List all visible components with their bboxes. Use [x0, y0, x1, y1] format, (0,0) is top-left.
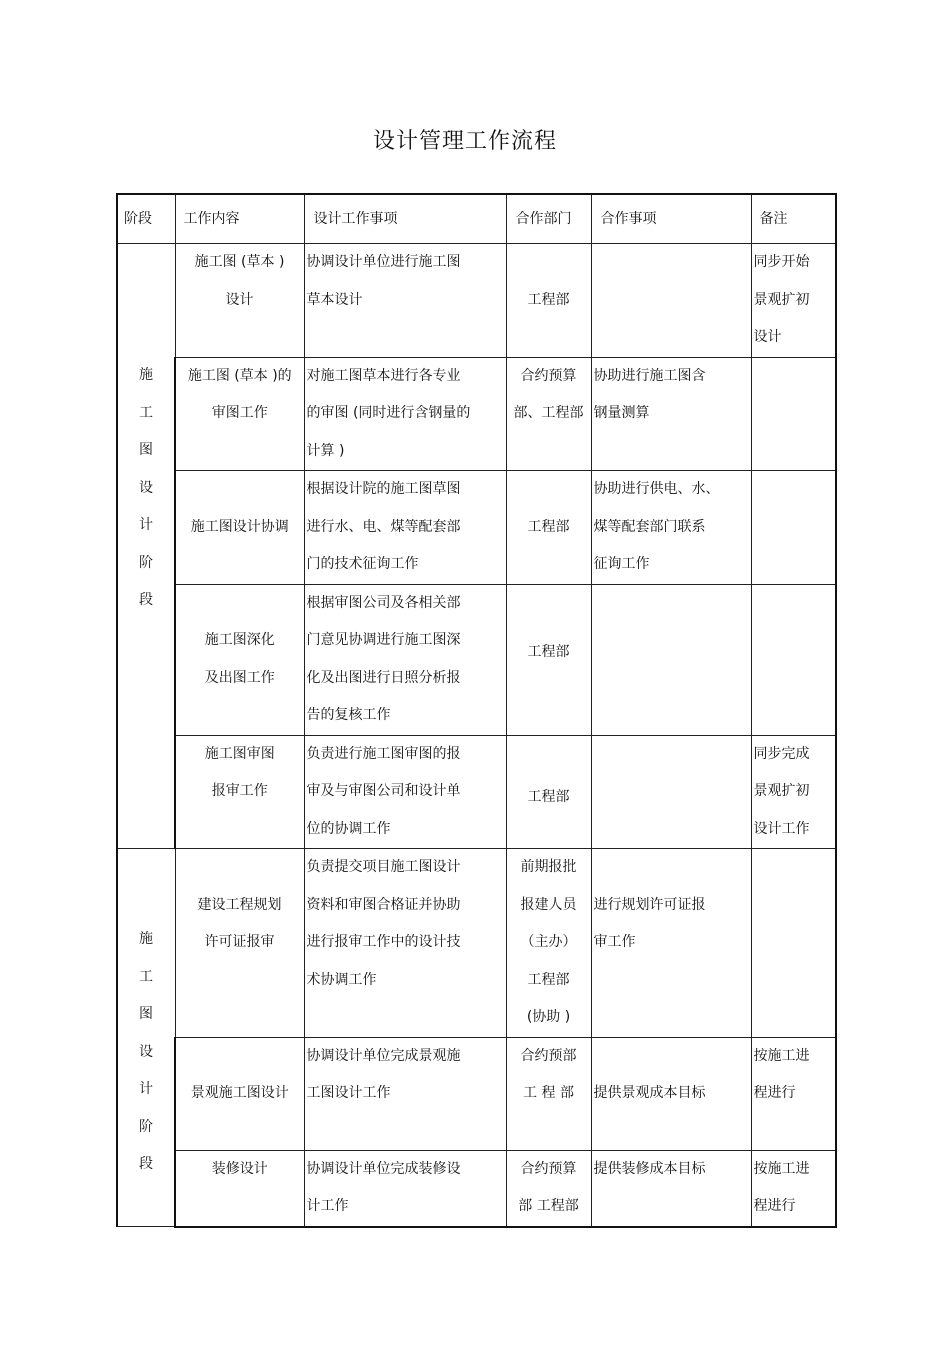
work-content-cell: 装修设计: [175, 1150, 304, 1227]
remark-cell: 同步开始 景观扩初 设计: [751, 244, 836, 358]
coop-dept-cell: 合约预算 部、工程部: [506, 357, 591, 471]
table-row: [117, 1150, 836, 1227]
stage-label: 施 工 图 设 计 阶 段: [138, 931, 153, 1172]
process-table: [116, 193, 837, 1228]
remark-cell: [751, 471, 836, 585]
table-row: [117, 244, 836, 358]
coop-matter-cell: 提供景观成本目标: [591, 1037, 751, 1150]
stage-label: 施 工 图 设 计 阶 段: [138, 367, 153, 608]
remark-cell: 按施工进 程进行: [751, 1037, 836, 1150]
design-matter-cell: 协调设计单位完成景观施 工图设计工作: [304, 1037, 506, 1150]
work-content-cell: 施工图审图 报审工作: [175, 735, 304, 849]
remark-cell: 按施工进 程进行: [751, 1150, 836, 1227]
design-matter-cell: 根据设计院的施工图草图 进行水、电、煤等配套部 门的技术征询工作: [304, 471, 506, 585]
work-content-cell: 施工图设计协调: [175, 471, 304, 585]
coop-dept-cell: 合约预算 部 工程部: [506, 1150, 591, 1227]
table-header-row: [117, 194, 836, 244]
header-coop-matters: 合作事项: [591, 194, 751, 244]
coop-matter-cell: 协助进行供电、水、 煤等配套部门联系 征询工作: [591, 471, 751, 585]
table-row: [117, 584, 836, 735]
header-coop-dept: 合作部门: [506, 194, 591, 244]
stage-cell-1: [117, 244, 175, 849]
coop-dept-cell: 合约预部 工 程 部: [506, 1037, 591, 1150]
coop-dept-cell: 工程部: [506, 735, 591, 849]
design-matter-cell: 协调设计单位完成装修设 计工作: [304, 1150, 506, 1227]
table-row: [117, 471, 836, 585]
remark-cell: [751, 584, 836, 735]
coop-matter-cell: 进行规划许可证报 审工作: [591, 849, 751, 1038]
coop-matter-cell: [591, 584, 751, 735]
coop-matter-cell: [591, 735, 751, 849]
header-design-matters: 设计工作事项: [304, 194, 506, 244]
table-row: [117, 1037, 836, 1150]
design-matter-cell: 根据审图公司及各相关部 门意见协调进行施工图深 化及出图进行日照分析报 告的复核工作: [304, 584, 506, 735]
work-content-cell: 建设工程规划 许可证报审: [175, 849, 304, 1038]
coop-matter-cell: 协助进行施工图含 钢量测算: [591, 357, 751, 471]
design-matter-cell: 对施工图草本进行各专业 的审图 (同时进行含钢量的 计算 ): [304, 357, 506, 471]
work-content-cell: 施工图 (草本 ) 设计: [175, 244, 304, 358]
table-row: [117, 849, 836, 1038]
header-remarks: 备注: [751, 194, 836, 244]
work-content-cell: 施工图 (草本 )的 审图工作: [175, 357, 304, 471]
table-row: [117, 357, 836, 471]
page-title: 设计管理工作流程: [372, 129, 557, 154]
coop-matter-cell: 提供装修成本目标: [591, 1150, 751, 1227]
work-content-cell: 施工图深化 及出图工作: [175, 584, 304, 735]
header-work-content: 工作内容: [175, 194, 304, 244]
remark-cell: [751, 357, 836, 471]
table-row: [117, 735, 836, 849]
coop-dept-cell: 工程部: [506, 584, 591, 735]
work-content-cell: 景观施工图设计: [175, 1037, 304, 1150]
remark-cell: 同步完成 景观扩初 设计工作: [751, 735, 836, 849]
coop-dept-cell: 前期报批 报建人员 （主办） 工程部 (协助 ): [506, 849, 591, 1038]
stage-cell-2: [117, 849, 175, 1227]
coop-dept-cell: 工程部: [506, 471, 591, 585]
design-matter-cell: 负责提交项目施工图设计 资料和审图合格证并协助 进行报审工作中的设计技 术协调工作: [304, 849, 506, 1038]
coop-matter-cell: [591, 244, 751, 358]
header-stage: 阶段: [117, 194, 175, 244]
coop-dept-cell: 工程部: [506, 244, 591, 358]
design-matter-cell: 负责进行施工图审图的报 审及与审图公司和设计单 位的协调工作: [304, 735, 506, 849]
design-matter-cell: 协调设计单位进行施工图 草本设计: [304, 244, 506, 358]
remark-cell: [751, 849, 836, 1038]
